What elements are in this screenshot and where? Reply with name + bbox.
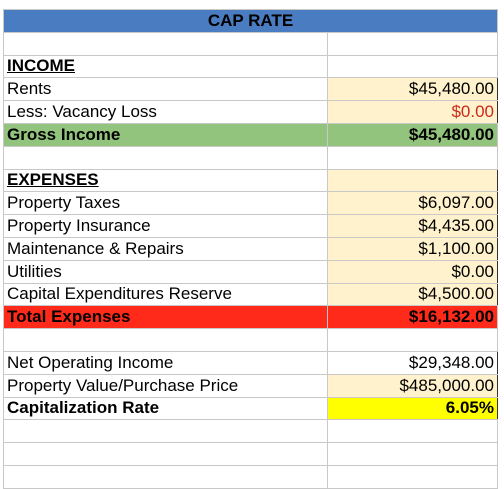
taxes-value[interactable]: $6,097.00 (327, 192, 497, 215)
cell[interactable] (327, 55, 497, 78)
cell[interactable] (327, 32, 497, 55)
blank-row (4, 443, 498, 466)
rents-label[interactable]: Rents (4, 78, 328, 101)
cell[interactable] (4, 443, 328, 466)
noi-label[interactable]: Net Operating Income (4, 351, 328, 374)
blank-row (4, 146, 498, 169)
blank-row (4, 420, 498, 443)
expenses-heading[interactable]: EXPENSES (4, 169, 328, 192)
title-row (4, 10, 498, 33)
gross-income-label[interactable]: Gross Income (4, 123, 328, 146)
total-expenses-label[interactable]: Total Expenses (4, 306, 328, 329)
maintenance-label[interactable]: Maintenance & Repairs (4, 237, 328, 260)
cap-rate-value[interactable]: 6.05% (327, 397, 497, 420)
utilities-value[interactable]: $0.00 (327, 260, 497, 283)
cell[interactable] (327, 443, 497, 466)
cell[interactable] (327, 146, 497, 169)
blank-row (4, 465, 498, 488)
taxes-label[interactable]: Property Taxes (4, 192, 328, 215)
income-heading[interactable]: INCOME (4, 55, 328, 78)
noi-row (4, 351, 498, 374)
expense-row-taxes (4, 192, 498, 215)
insurance-label[interactable]: Property Insurance (4, 215, 328, 238)
price-value[interactable]: $485,000.00 (327, 374, 497, 397)
vacancy-value[interactable]: $0.00 (327, 101, 497, 124)
price-row (4, 374, 498, 397)
price-label[interactable]: Property Value/Purchase Price (4, 374, 328, 397)
income-heading-row (4, 55, 498, 78)
capex-value[interactable]: $4,500.00 (327, 283, 497, 306)
cap-rate-row (4, 397, 498, 420)
utilities-label[interactable]: Utilities (4, 260, 328, 283)
cell[interactable] (327, 329, 497, 352)
cell[interactable] (4, 32, 328, 55)
cell[interactable] (327, 420, 497, 443)
total-expenses-row (4, 306, 498, 329)
gross-income-value[interactable]: $45,480.00 (327, 123, 497, 146)
noi-value[interactable]: $29,348.00 (327, 351, 497, 374)
cell[interactable] (327, 465, 497, 488)
income-row-rents (4, 78, 498, 101)
total-expenses-value[interactable]: $16,132.00 (327, 306, 497, 329)
cell[interactable] (4, 420, 328, 443)
expenses-heading-row (4, 169, 498, 192)
cell[interactable] (4, 329, 328, 352)
expense-row-insurance (4, 215, 498, 238)
cap-rate-sheet (3, 9, 498, 489)
cap-rate-label[interactable]: Capitalization Rate (4, 397, 328, 420)
cell[interactable] (4, 146, 328, 169)
cell[interactable] (327, 169, 497, 192)
insurance-value[interactable]: $4,435.00 (327, 215, 497, 238)
gross-income-row (4, 123, 498, 146)
rents-value[interactable]: $45,480.00 (327, 78, 497, 101)
capex-label[interactable]: Capital Expenditures Reserve (4, 283, 328, 306)
cell[interactable] (4, 465, 328, 488)
expense-row-utilities (4, 260, 498, 283)
expense-row-maintenance (4, 237, 498, 260)
income-row-vacancy (4, 101, 498, 124)
sheet-title[interactable]: CAP RATE (4, 10, 498, 33)
vacancy-label[interactable]: Less: Vacancy Loss (4, 101, 328, 124)
expense-row-capex (4, 283, 498, 306)
blank-row (4, 32, 498, 55)
maintenance-value[interactable]: $1,100.00 (327, 237, 497, 260)
blank-row (4, 329, 498, 352)
